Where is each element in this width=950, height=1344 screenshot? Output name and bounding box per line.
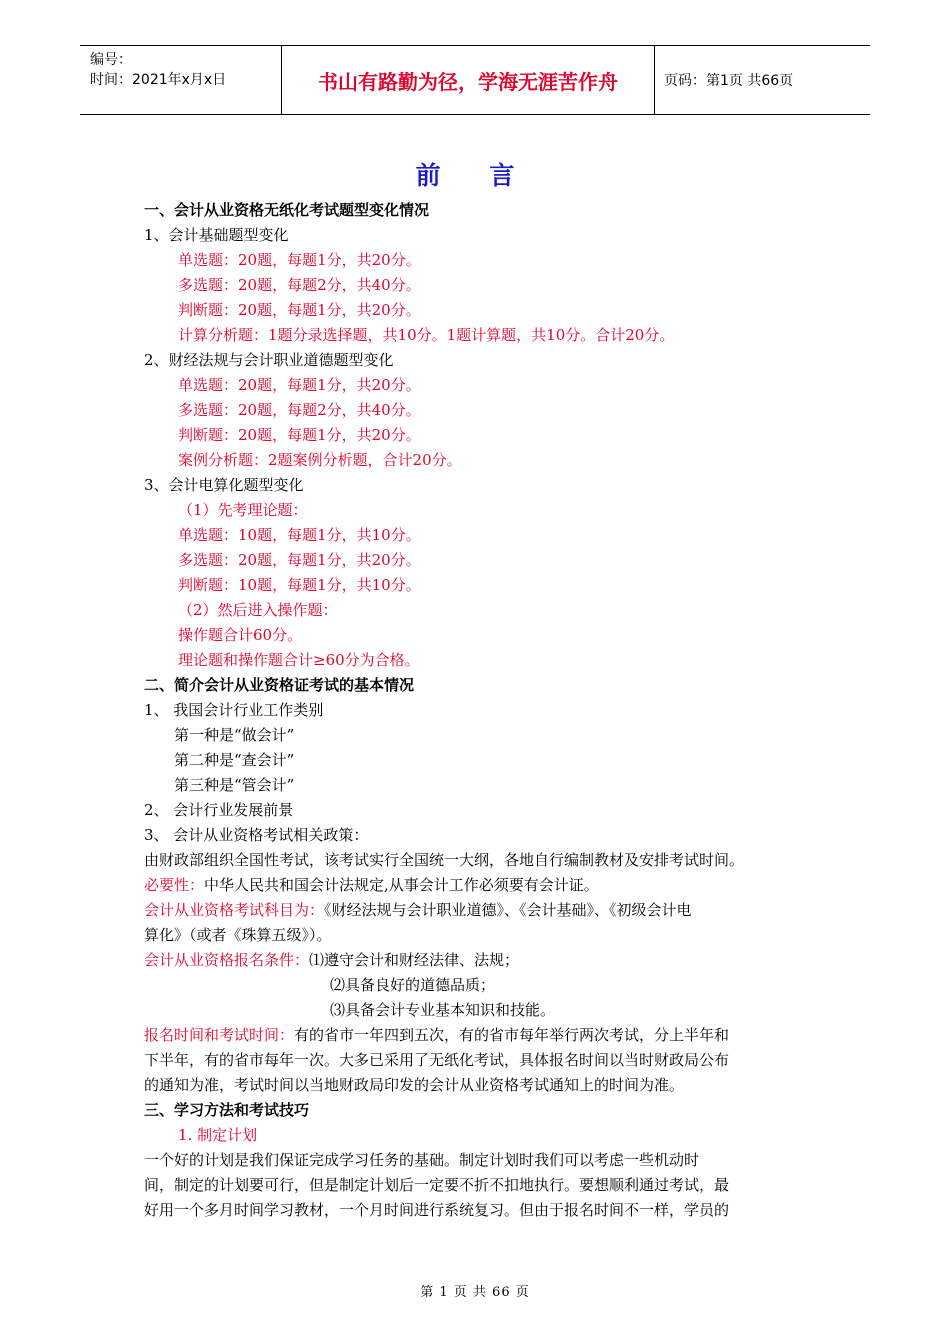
section-heading: 二、简介会计从业资格证考试的基本情况 xyxy=(144,676,415,694)
text-line: ⑶具备会计专业基本知识和技能。 xyxy=(330,1001,556,1019)
text-line: 2、 会计行业发展前景 xyxy=(144,801,294,819)
text-line: 1、 我国会计行业工作类别 xyxy=(144,701,324,719)
text-line: 3、 会计从业资格考试相关政策： xyxy=(144,826,369,844)
text-line: 间，制定的计划要可行，但是制定计划后一定要不折不扣地执行。要想顺利通过考试，最 xyxy=(144,1176,730,1194)
text-line: （2）然后进入操作题： xyxy=(178,601,338,619)
header-divider xyxy=(654,46,655,114)
text-line: 1、会计基础题型变化 xyxy=(144,226,289,244)
text-line: 第二种是“查会计” xyxy=(174,751,295,769)
text-line: 判断题：20题，每题1分，共20分。 xyxy=(178,301,421,319)
label-text: 报名时间和考试时间： xyxy=(144,1026,295,1044)
text-line: 案例分析题：2题案例分析题，合计20分。 xyxy=(178,451,462,469)
page-title: 前 言 xyxy=(415,161,535,190)
text-line: 第三种是“管会计” xyxy=(174,776,295,794)
text-line xyxy=(144,873,812,898)
page-footer: 第 1 页 共 66 页 xyxy=(420,1285,530,1300)
text-line: 第一种是“做会计” xyxy=(174,726,295,744)
text-line: 单选题：20题，每题1分，共20分。 xyxy=(178,251,421,269)
text-line: 多选题：20题，每题2分，共40分。 xyxy=(178,276,421,294)
label-text: 会计从业资格报名条件： xyxy=(144,951,310,969)
line-text: ⑴遵守会计和财经法律、法规； xyxy=(309,951,520,969)
date-label: 时间：2021年x月x日 xyxy=(90,72,227,88)
text-line: 单选题：10题，每题1分，共10分。 xyxy=(178,526,421,544)
text-line: 2、财经法规与会计职业道德题型变化 xyxy=(144,351,394,369)
text-line: 计算分析题：1题分录选择题，共10分。1题计算题，共10分。合计20分。 xyxy=(178,326,675,344)
line-text: 中华人民共和国会计法规定,从事会计工作必须要有会计证。 xyxy=(204,876,599,894)
text-line: 下半年，有的省市每年一次。大多已采用了无纸化考试，具体报名时间以当时财政局公布 xyxy=(144,1051,730,1069)
text-line: 算化》（或者《珠算五级》）。 xyxy=(144,926,332,944)
serial-number-label: 编号： xyxy=(90,52,132,68)
text-line: ⑵具备良好的道德品质； xyxy=(330,976,496,994)
document-body xyxy=(144,198,812,1223)
header-motto: 书山有路勤为径，学海无涯苦作舟 xyxy=(318,70,618,94)
text-line: 判断题：10题，每题1分，共10分。 xyxy=(178,576,421,594)
text-line: 1. 制定计划 xyxy=(178,1126,258,1144)
line-text: 有的省市一年四到五次，有的省市每年举行两次考试，分上半年和 xyxy=(294,1026,730,1044)
label-text: 必要性： xyxy=(144,876,205,894)
text-line: 由财政部组织全国性考试，该考试实行全国统一大纲，各地自行编制教材及安排考试时间。 xyxy=(144,851,745,869)
text-line: 判断题：20题，每题1分，共20分。 xyxy=(178,426,421,444)
text-line: 的通知为准，考试时间以当地财政局印发的会计从业资格考试通知上的时间为准。 xyxy=(144,1076,685,1094)
label-text: 会计从业资格考试科目为： xyxy=(144,901,325,919)
text-line: 3、会计电算化题型变化 xyxy=(144,476,304,494)
header-page-info: 页码：第1页 共66页 xyxy=(664,73,794,89)
text-line: 理论题和操作题合计≥60分为合格。 xyxy=(178,651,420,669)
text-line: 一个好的计划是我们保证完成学习任务的基础。制定计划时我们可以考虑一些机动时 xyxy=(144,1151,700,1169)
section-heading: 三、学习方法和考试技巧 xyxy=(144,1101,310,1119)
text-line xyxy=(144,898,812,923)
text-line: 单选题：20题，每题1分，共20分。 xyxy=(178,376,421,394)
page-header xyxy=(80,45,870,115)
text-line: 好用一个多月时间学习教材，一个月时间进行系统复习。但由于报名时间不一样，学员的 xyxy=(144,1201,730,1219)
section-heading: 一、会计从业资格无纸化考试题型变化情况 xyxy=(144,201,430,219)
header-meta xyxy=(90,50,226,90)
text-line: 多选题：20题，每题1分，共20分。 xyxy=(178,551,421,569)
text-line xyxy=(144,948,812,973)
text-line xyxy=(144,1023,812,1048)
line-text: 《财经法规与会计职业道德》、《会计基础》、《初级会计电 xyxy=(324,901,692,919)
text-line: （1）先考理论题： xyxy=(178,501,308,519)
text-line: 操作题合计60分。 xyxy=(178,626,303,644)
text-line: 多选题：20题，每题2分，共40分。 xyxy=(178,401,421,419)
